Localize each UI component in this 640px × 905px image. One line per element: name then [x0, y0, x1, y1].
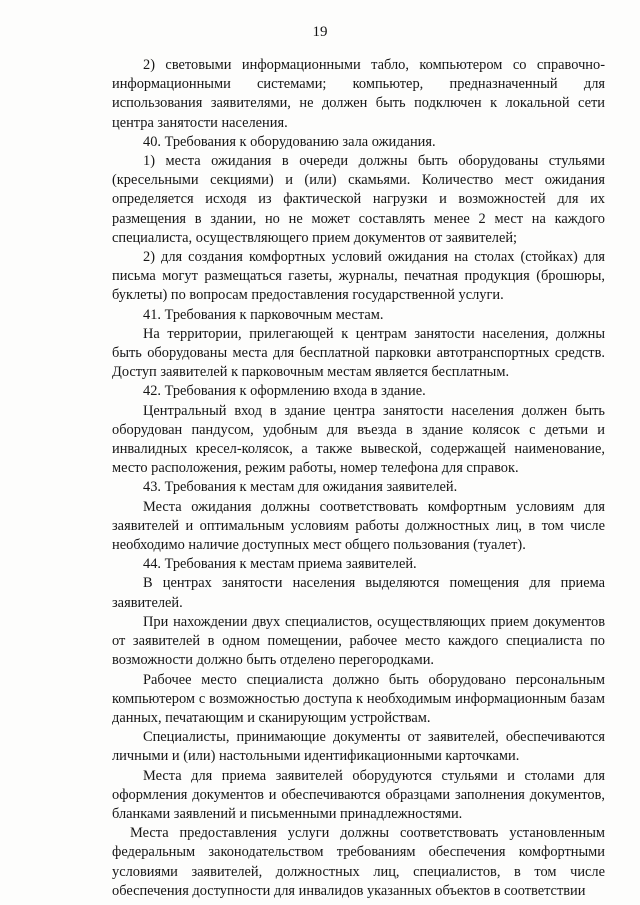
paragraph-reception-rooms: В центрах занятости населения выделяются помещения для приема заявителей.: [112, 575, 605, 611]
paragraph-section-41-heading: 41. Требования к парковочным местам.: [143, 306, 384, 323]
paragraph-section-44-heading: 44. Требования к местам приема заявителей.: [143, 556, 417, 573]
paragraph-parking: На территории, прилегающей к центрам занятости населения, должны быть оборудованы места для бесплатной парковки автотранспортных средств. Доступ заявителей к парковочным местам является бесплатным.: [112, 325, 605, 381]
paragraph-workplace-equipment: Рабочее место специалиста должно быть оборудовано персональным компьютером с возможностью доступа к необходимым информационным базам данных, печатающим и сканирующим устройствам.: [112, 671, 605, 726]
paragraph-item-2-display-equipment: 2) световыми информационными табло, компьютером со справочно-информационными системами; компьютер, предназначенный для использования заявителями, не должен быть подключен к локальной сети центра занятости населения.: [112, 57, 605, 131]
paragraph-id-cards: Специалисты, принимающие документы от заявителей, обеспечиваются личными и (или) настольными идентификационными карточками.: [112, 729, 605, 765]
page-body-text: [112, 56, 605, 901]
paragraph-section-43-heading: 43. Требования к местам для ожидания заявителей.: [143, 479, 458, 496]
paragraph-accessibility: Места предоставления услуги должны соответствовать установленным федеральным законодательством требованиям обеспечения комфортными условиями заявителей, должностных лиц, специалистов, в том числе обеспечения доступности для инвалидов указанных объектов в соответствии: [112, 825, 605, 899]
page-number: 19: [312, 24, 328, 40]
paragraph-two-specialists: При нахождении двух специалистов, осуществляющих прием документов от заявителей в одном помещении, рабочее место каждого специалиста по возможности должно быть отделено перегородками.: [112, 613, 605, 669]
paragraph-section-42-heading: 42. Требования к оформлению входа в здание.: [143, 383, 426, 400]
paragraph-waiting-comfort: 2) для создания комфортных условий ожидания на столах (стойках) для письма могут размещаться газеты, журналы, печатная продукция (брошюры, буклеты) по вопросам предоставления государственной услуги.: [112, 249, 605, 304]
paragraph-section-40-heading: 40. Требования к оборудованию зала ожидания.: [143, 133, 436, 150]
paragraph-waiting-places: Места ожидания должны соответствовать комфортным условиям для заявителей и оптимальным условиям работы должностных лиц, в том числе необходимо наличие доступных мест общего пользования (туалет).: [112, 498, 605, 554]
paragraph-reception-furniture: Места для приема заявителей оборудуются стульями и столами для оформления документов и обеспечиваются образцами заполнения документов, бланками заявлений и письменными принадлежностями.: [112, 767, 605, 822]
paragraph-waiting-seats: 1) места ожидания в очереди должны быть оборудованы стульями (кресельными секциями) и (или) скамьями. Количество мест ожидания определяется исходя из фактической нагрузки и возможностей для их размещения в здании, но не может составлять менее 2 мест на каждого специалиста, осуществляющего прием документов от заявителей;: [112, 153, 605, 246]
paragraph-entrance: Центральный вход в здание центра занятости населения должен быть оборудован пандусом, удобным для въезда в здание колясок с детьми и инвалидных кресел-колясок, а также вывеской, содержащей наименование, место расположения, режим работы, номер телефона для справок.: [112, 402, 605, 477]
